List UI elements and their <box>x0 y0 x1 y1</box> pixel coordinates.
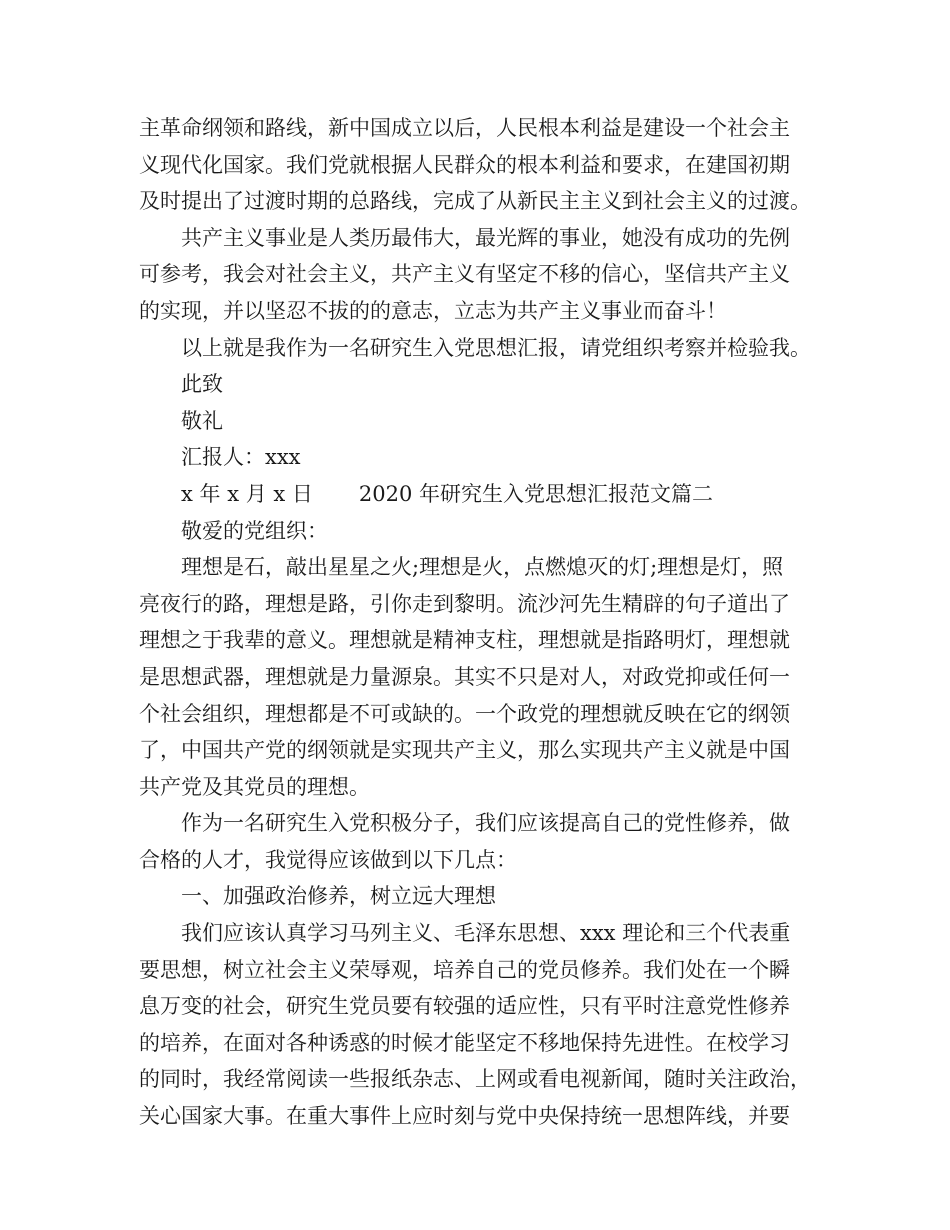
text-line: 合格的人才，我觉得应该做到以下几点： <box>139 847 517 872</box>
text-line: 了，中国共产党的纲领就是实现共产主义，那么实现共产主义就是中国 <box>139 738 790 763</box>
text-line: 及时提出了过渡时期的总路线，完成了从新民主主义到社会主义的过渡。 <box>139 189 811 214</box>
text-line: 主革命纲领和路线，新中国成立以后，人民根本利益是建设一个社会主 <box>139 116 790 140</box>
text-line: 的同时，我经常阅读一些报纸杂志、上网或看电视新闻，随时关注政治， <box>139 1067 811 1092</box>
text-line: 亮夜行的路，理想是路，引你走到黎明。流沙河先生精辟的句子道出了 <box>139 591 790 616</box>
reporter-line: 汇报人：xxx <box>181 445 301 470</box>
report-date: x 年 x 月 x 日 <box>181 481 313 506</box>
text-line: 理想是石，敲出星星之火;理想是火，点燃熄灭的灯;理想是灯，照 <box>181 555 784 580</box>
text-line: 作为一名研究生入党积极分子，我们应该提高自己的党性修养，做 <box>181 811 790 836</box>
text-line: 共产党及其党员的理想。 <box>139 774 370 799</box>
date-title-line <box>139 476 811 513</box>
greeting-line: 敬爱的党组织： <box>181 518 328 543</box>
text-line: 共产主义事业是人类历最伟大，最光辉的事业，她没有成功的先例 <box>181 225 790 250</box>
document-body <box>139 110 811 1135</box>
text-line: 以上就是我作为一名研究生入党思想汇报，请党组织考察并检验我。 <box>181 335 811 360</box>
text-line: 息万变的社会，研究生党员要有较强的适应性，只有平时注意党性修养 <box>139 994 790 1019</box>
text-line: 的实现，并以坚忍不拔的的意志，立志为共产主义事业而奋斗！ <box>139 298 727 323</box>
subheading: 一、加强政治修养，树立远大理想 <box>181 884 496 909</box>
closing-regards: 敬礼 <box>181 408 223 433</box>
text-line: 是思想武器，理想就是力量源泉。其实不只是对人，对政党抑或任何一 <box>139 664 790 689</box>
text-line: 我们应该认真学习马列主义、毛泽东思想、xxx 理论和三个代表重 <box>181 921 791 946</box>
text-line: 可参考，我会对社会主义，共产主义有坚定不移的信心，坚信共产主义 <box>139 262 790 287</box>
text-line: 关心国家大事。在重大事件上应时刻与党中央保持统一思想阵线，并要 <box>139 1104 790 1129</box>
text-line: 理想之于我辈的意义。理想就是精神支柱，理想就是指路明灯，理想就 <box>139 628 790 653</box>
text-line: 个社会组织，理想都是不可或缺的。一个政党的理想就反映在它的纲领 <box>139 701 790 726</box>
text-line: 要思想，树立社会主义荣辱观，培养自己的党员修养。我们处在一个瞬 <box>139 957 790 982</box>
text-line: 义现代化国家。我们党就根据人民群众的根本利益和要求，在建国初期 <box>139 152 790 177</box>
section-title: 2020 年研究生入党思想汇报范文篇二 <box>358 481 714 506</box>
text-line: 的培养，在面对各种诱惑的时候才能坚定不移地保持先进性。在校学习 <box>139 1030 790 1055</box>
closing-salutation: 此致 <box>181 372 223 397</box>
